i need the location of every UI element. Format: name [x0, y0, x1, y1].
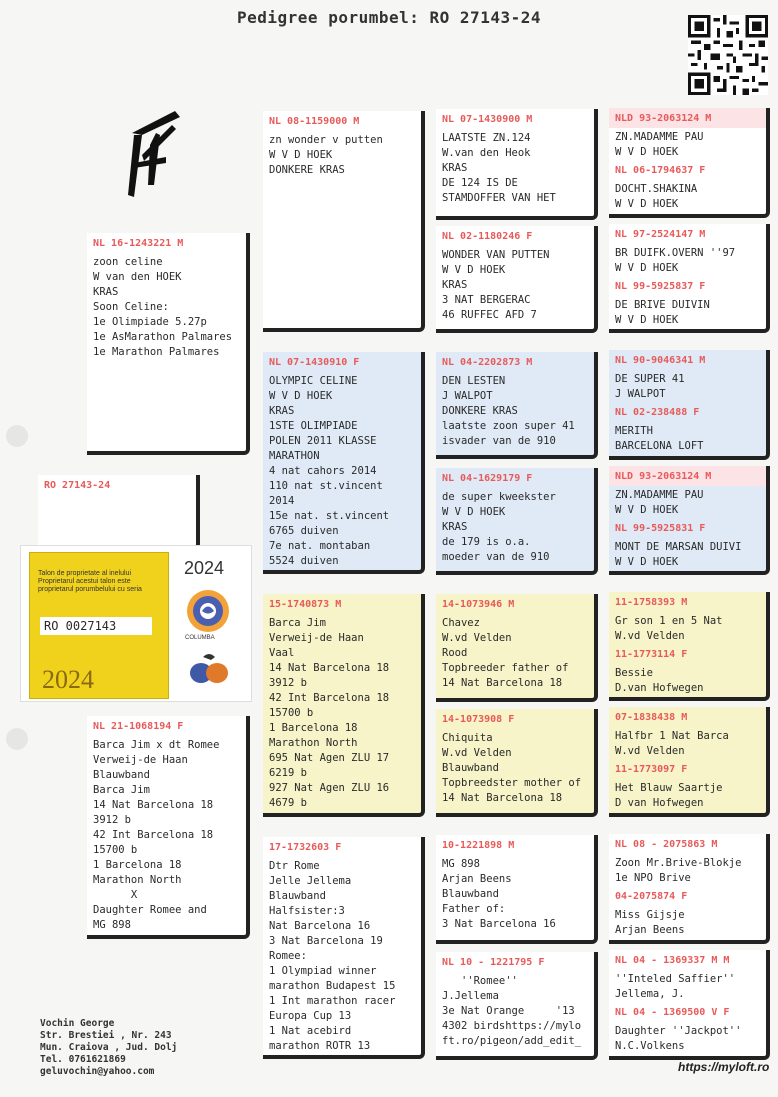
columba-label: COLUMBA: [185, 635, 215, 641]
gg-grandparent-ring: 11-1773097 F: [615, 764, 688, 775]
gg-grandparent-pair: [609, 108, 770, 218]
gg-grandparent-ring: NL 08 - 2075863 M: [615, 839, 718, 850]
grandparent-box: [263, 594, 425, 817]
subject-box: [38, 475, 200, 550]
grandparent-ring: NL 08-1159000 M: [269, 116, 360, 127]
great-grandparent-box: [436, 468, 598, 575]
ownership-card-year-side: 2024: [184, 558, 225, 578]
great-grandparent-details: Chavez W.vd Velden Rood Topbreeder father of 14 Nat Barcelona 18: [442, 617, 569, 689]
ownership-card-text: Talon de proprietate al inelului Proprietarul acestui talon este proprietarul porumbelului cu seria: [38, 570, 142, 593]
gg-grandparent-details: Miss Gijsje Arjan Beens: [615, 909, 685, 936]
gg-grandparent-ring: NL 04 - 1369500 V F: [615, 1007, 730, 1018]
great-grandparent-box: [436, 109, 598, 220]
great-grandparent-details: WONDER VAN PUTTEN W V D HOEK KRAS 3 NAT BERGERAC 46 RUFFEC AFD 7: [442, 249, 550, 321]
ownership-card-year: 2024: [42, 665, 94, 694]
great-grandparent-box: [436, 226, 598, 333]
website-link[interactable]: https://myloft.ro: [678, 1060, 770, 1074]
grandparent-details: Dtr Rome Jelle Jellema Blauwband Halfsister:3 Nat Barcelona 16 3 Nat Barcelona 19 Romee: 1 Olympiad winner marathon Budapest 15 1 Int marathon racer Europa Cup 13 1 Nat acebird marathon ROTR 13: [269, 860, 396, 1052]
dam-box: [87, 716, 250, 939]
grandparent-box: [263, 837, 425, 1059]
great-grandparent-ring: NL 07-1430900 M: [442, 114, 533, 125]
gg-grandparent-details: Zoon Mr.Brive-Blokje 1e NPO Brive: [615, 857, 742, 884]
gg-grandparent-ring: NL 02-238488 F: [615, 407, 700, 418]
great-grandparent-ring: NL 10 - 1221795 F: [442, 957, 545, 968]
great-grandparent-ring: NL 04-1629179 F: [442, 473, 533, 484]
great-grandparent-ring: 14-1073908 F: [442, 714, 515, 725]
gg-grandparent-details: DE SUPER 41 J WALPOT: [615, 373, 685, 400]
great-grandparent-details: MG 898 Arjan Beens Blauwband Father of: 3 Nat Barcelona 16: [442, 858, 556, 930]
great-grandparent-ring: NL 04-2202873 M: [442, 357, 533, 368]
gg-grandparent-details: DOCHT.SHAKINA W V D HOEK: [615, 183, 698, 210]
great-grandparent-ring: NL 02-1180246 F: [442, 231, 533, 242]
grandparent-details: zn wonder v putten W V D HOEK DONKERE KRAS: [269, 134, 383, 176]
gg-grandparent-details: DE BRIVE DUIVIN W V D HOEK: [615, 299, 710, 326]
gg-grandparent-details: Bessie D.van Hofwegen: [615, 667, 704, 694]
subject-ring: RO 27143-24: [44, 480, 111, 491]
gg-grandparent-details: BR DUIFK.OVERN ''97 W V D HOEK: [615, 247, 736, 274]
owner-contact: Vochin George Str. Brestiei , Nr. 243 Mun. Craiova , Jud. Dolj Tel. 0761621869 geluvochin@yahoo.com: [40, 1018, 178, 1077]
gg-grandparent-ring: 04-2075874 F: [615, 891, 688, 902]
sire-ring: NL 16-1243221 M: [93, 238, 184, 249]
great-grandparent-box: [436, 952, 598, 1060]
great-grandparent-ring: 14-1073946 M: [442, 599, 515, 610]
gg-grandparent-ring: 11-1758393 M: [615, 597, 688, 608]
gg-grandparent-pair: [609, 466, 770, 575]
dam-details: Barca Jim x dt Romee Verweij-de Haan Blauwband Barca Jim 14 Nat Barcelona 18 3912 b 42 Int Barcelona 18 15700 b 1 Barcelona 18 Marathon North X Daughter Romee and MG 898: [93, 739, 220, 931]
gg-grandparent-details: ZN.MADAMME PAU W V D HOEK: [615, 489, 704, 516]
columba-badge-icon: [185, 588, 231, 634]
grandparent-box: [263, 352, 425, 574]
gg-grandparent-ring: NL 90-9046341 M: [615, 355, 706, 366]
great-grandparent-details: LAATSTE ZN.124 W.van den Heok KRAS DE 124 IS DE STAMDOFFER VAN HET: [442, 132, 556, 204]
gg-grandparent-ring: NL 99-5925837 F: [615, 281, 706, 292]
gg-grandparent-details: Daughter ''Jackpot'' N.C.Volkens: [615, 1025, 742, 1052]
punch-hole: [6, 425, 28, 447]
sire-box: [87, 233, 250, 455]
gg-grandparent-ring: NL 97-2524147 M: [615, 229, 706, 240]
loft-logo: [120, 105, 185, 200]
great-grandparent-box: [436, 594, 598, 702]
gg-grandparent-details: ''Inteled Saffier'' Jellema, J.: [615, 973, 736, 1000]
gg-grandparent-pair: [609, 834, 770, 944]
federation-logo-icon: [187, 651, 231, 685]
grandparent-details: Barca Jim Verweij-de Haan Vaal 14 Nat Barcelona 18 3912 b 42 Int Barcelona 18 15700 b 1 Barcelona 18 Marathon North 695 Nat Agen ZLU 17 6219 b 927 Nat Agen ZLU 16 4679 b: [269, 617, 390, 809]
gg-grandparent-pair: [609, 950, 770, 1060]
gg-grandparent-details: MONT DE MARSAN DUIVI W V D HOEK: [615, 541, 742, 568]
great-grandparent-ring: 10-1221898 M: [442, 840, 515, 851]
great-grandparent-box: [436, 352, 598, 459]
ownership-card-number: RO 0027143: [40, 617, 152, 635]
great-grandparent-details: de super kweekster W V D HOEK KRAS de 179 is o.a. moeder van de 910: [442, 491, 556, 563]
gg-grandparent-ring: NLD 93-2063124 M: [609, 466, 766, 486]
gg-grandparent-details: Het Blauw Saartje D van Hofwegen: [615, 782, 723, 809]
great-grandparent-details: Chiquita W.vd Velden Blauwband Topbreedster mother of 14 Nat Barcelona 18: [442, 732, 582, 804]
page-title: Pedigree porumbel: RO 27143-24: [237, 8, 541, 27]
dam-ring: NL 21-1068194 F: [93, 721, 184, 732]
great-grandparent-box: [436, 709, 598, 817]
gg-grandparent-details: MERITH BARCELONA LOFT: [615, 425, 704, 452]
gg-grandparent-pair: [609, 707, 770, 817]
gg-grandparent-ring: 11-1773114 F: [615, 649, 688, 660]
great-grandparent-box: [436, 835, 598, 944]
gg-grandparent-ring: NL 99-5925831 F: [615, 523, 706, 534]
gg-grandparent-details: Halfbr 1 Nat Barca W.vd Velden: [615, 730, 729, 757]
grandparent-details: OLYMPIC CELINE W V D HOEK KRAS 1STE OLIMPIADE POLEN 2011 KLASSE MARATHON 4 nat cahors 2014 110 nat st.vincent 2014 15e nat. st.vincent 6765 duiven 7e nat. montaban 5524 duiven: [269, 375, 390, 567]
grandparent-ring: 17-1732603 F: [269, 842, 342, 853]
gg-grandparent-ring: 07-1838438 M: [615, 712, 688, 723]
gg-grandparent-pair: [609, 592, 770, 701]
gg-grandparent-details: ZN.MADAMME PAU W V D HOEK: [615, 131, 704, 158]
grandparent-ring: 15-1740873 M: [269, 599, 342, 610]
grandparent-box: [263, 111, 425, 332]
ownership-card-front: [29, 552, 169, 699]
gg-grandparent-ring: NL 04 - 1369337 M M: [615, 955, 730, 966]
gg-grandparent-pair: [609, 224, 770, 333]
gg-grandparent-pair: [609, 350, 770, 460]
great-grandparent-details: DEN LESTEN J WALPOT DONKERE KRAS laatste zoon super 41 isvader van de 910: [442, 375, 575, 447]
gg-grandparent-ring: NL 06-1794637 F: [615, 165, 706, 176]
gg-grandparent-ring: NLD 93-2063124 M: [609, 108, 766, 128]
great-grandparent-details: ''Romee'' J.Jellema 3e Nat Orange '13 4302 birdshttps://mylo ft.ro/pigeon/add_edit_: [442, 975, 582, 1047]
qr-code: [688, 15, 768, 95]
punch-hole: [6, 728, 28, 750]
sire-details: zoon celine W van den HOEK KRAS Soon Celine: 1e Olimpiade 5.27p 1e AsMarathon Palmares 1e Marathon Palmares: [93, 256, 233, 358]
gg-grandparent-details: Gr son 1 en 5 Nat W.vd Velden: [615, 615, 723, 642]
ownership-card: [20, 545, 252, 702]
grandparent-ring: NL 07-1430910 F: [269, 357, 360, 368]
